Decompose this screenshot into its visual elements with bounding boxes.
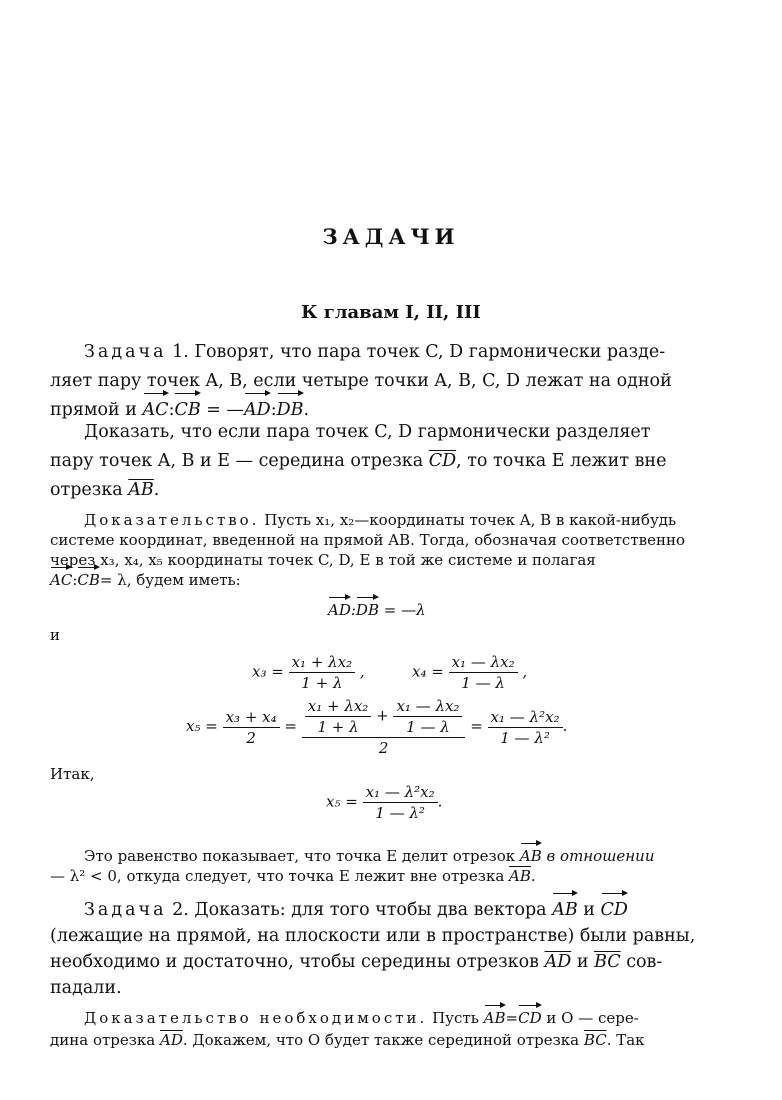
segment-ab-2: $\overline{AB}$: [509, 867, 531, 885]
x5-first-numerator: x₃ + x₄: [223, 707, 280, 728]
problem2-line1: [50, 896, 728, 925]
proof1-line4: AC:CB= λ, будем иметь:: [50, 571, 241, 589]
conclusion-text2: — λ² < 0, откуда следует, что точка E лежит вне отрезка: [50, 867, 505, 885]
problem2-label: Задача: [84, 900, 167, 920]
problem1-line1: [50, 338, 728, 367]
problem1-line4: [50, 418, 728, 447]
section-subtitle: К главам I, II, III: [301, 302, 481, 323]
vector-cd-2: CD: [518, 1009, 542, 1027]
equation-rhs: = —λ: [383, 601, 426, 619]
vector-cb: CB: [174, 396, 200, 425]
problem2-number: 2.: [172, 900, 189, 920]
problem1-line2: ляет пару точек A, B, если четыре точки A, B, C, D лежат на одной: [50, 371, 672, 391]
problem1-label: Задача: [84, 342, 167, 362]
problem2-text3b: сов-: [626, 952, 663, 972]
x3-numerator: x₁ + λx₂: [289, 652, 356, 673]
x5-result-numerator: x₁ — λ²x₂: [488, 707, 563, 728]
x5-inner-num-1: x₁ + λx₂: [305, 696, 372, 717]
proof2-label: Доказательство необходимости.: [84, 1009, 428, 1027]
problem1-text1: Говорят, что пара точек C, D гармонически разде-: [194, 342, 666, 362]
conclusion-text1b: в отношении: [546, 847, 655, 865]
x5-inner-den-1: 1 + λ: [317, 718, 359, 736]
proof2-text1b: и O — сере-: [546, 1009, 639, 1027]
problem1-eq-sign: = —: [206, 400, 245, 420]
problem1-line5: [50, 447, 728, 476]
final-denominator: 1 — λ²: [375, 804, 425, 822]
x4-lhs: x₄ =: [412, 662, 444, 681]
segment-bc-2: $\overline{BC}$: [583, 1031, 607, 1049]
proof2-line2: [50, 1030, 728, 1050]
vector-cb-2: CB: [77, 571, 100, 589]
segment-ad: $\overline{AD}$: [544, 952, 572, 972]
x5-inner-den-2: 1 — λ: [406, 718, 450, 736]
proof2-line1: Доказательство необходимости. Пусть AB=CD и O — сере-: [84, 1009, 639, 1027]
x5-compound-denominator: 2: [378, 739, 389, 757]
proof1-conclusion-line1: [50, 846, 728, 866]
segment-ab: $\overline{AB}$: [128, 480, 154, 500]
conclusion-text1: Это равенство показывает, что точка E делит отрезок: [84, 847, 516, 865]
proof1-line1: [50, 510, 728, 530]
x5-first-denominator: 2: [246, 728, 256, 747]
x4-denominator: 1 — λ: [461, 674, 505, 692]
equation-x4: x₄ = $\frac{\text{x₁ — λx₂}}{1 — \lambda}$ ,: [412, 653, 528, 692]
proof2-text2: дина отрезка: [50, 1031, 156, 1049]
x5-inner-fraction-1: [305, 696, 372, 737]
x5-first-fraction: [223, 707, 280, 748]
problem2-text1: Доказать: для того чтобы два вектора: [194, 900, 547, 920]
vector-ab-2: AB: [552, 896, 578, 925]
problem1-line3: прямой и AC:CB = —AD:DB.: [50, 396, 728, 425]
x5-compound-fraction: [302, 696, 466, 758]
segment-cd: $\overline{CD}$: [428, 451, 457, 471]
problem1-number: 1.: [172, 342, 189, 362]
proof1-line3: через x₃, x₄, x₅ координаты точек C, D, E в той же системе и полагая: [50, 551, 596, 569]
x5-result-denominator: 1 — λ²: [500, 728, 550, 747]
x5-lhs: x₅ =: [186, 717, 218, 735]
x5-inner-num-2: x₁ — λx₂: [393, 696, 462, 717]
vector-cd: CD: [601, 896, 628, 925]
x5-result-fraction: [488, 707, 563, 748]
problem2-and: и: [583, 900, 595, 920]
equation-final: x₅ = $\frac{\text{x₁ — λ²x₂}}{\text{1 — λ²}}$ .: [326, 783, 443, 822]
x4-fraction: [449, 652, 518, 693]
problem2-line4: падали.: [50, 978, 122, 998]
problem1-text5: пару точек A, B и E — середина отрезка: [50, 451, 424, 471]
proof1-line2: системе координат, введенной на прямой AB. Тогда, обозначая соответственно: [50, 531, 685, 549]
problem2-and-2: и: [576, 952, 589, 972]
equation-x5: x₅ = $\frac{\text{x₃ + x₄}}{2}$ = $\frac{\text{x₁ + λx₂}}{1 + \lambda}$ + $\frac{\text{x₁ — λx₂}}{1 — \lambda}$ 2 = $\frac{\text{x₁ — λ²x₂}}{\text{1 — λ²}}$ .: [186, 697, 568, 757]
vector-ac-2: AC: [50, 571, 73, 589]
problem2-text3: необходимо и достаточно, чтобы середины отрезков: [50, 952, 539, 972]
vector-ab-1: AB: [519, 847, 542, 865]
problem1-text5b: , то точка E лежит вне: [456, 451, 667, 471]
word-and: и: [50, 626, 60, 644]
proof1-label: Доказательство.: [84, 511, 260, 529]
page-title: ЗАДАЧИ: [322, 224, 460, 249]
proof1-text4: = λ, будем иметь:: [99, 571, 241, 589]
final-fraction: [363, 782, 438, 823]
proof2-text1: Пусть: [432, 1009, 479, 1027]
x3-lhs: x₃ =: [252, 662, 284, 681]
vector-db: DB: [277, 396, 304, 425]
proof2-text2b: . Докажем, что O будет также серединой отрезка: [182, 1031, 580, 1049]
vector-ac: AC: [143, 396, 169, 425]
vector-ad: AD: [244, 396, 271, 425]
problem1-line6: отрезка $\overline{AB}$.: [50, 480, 160, 500]
vector-ab-3: AB: [483, 1009, 506, 1027]
proof1-text1: Пусть x₁, x₂—координаты точек A, B в какой-нибудь: [264, 511, 677, 529]
problem1-text4: Доказать, что если пара точек C, D гармонически разделяет: [84, 422, 651, 442]
x3-denominator: 1 + λ: [301, 674, 343, 692]
word-itak: Итак,: [50, 765, 95, 783]
problem1-text6: отрезка: [50, 480, 123, 500]
segment-bc: $\overline{BC}$: [594, 952, 621, 972]
problem1-text3: прямой и: [50, 400, 137, 420]
proof2-text2c: . Так: [606, 1031, 645, 1049]
x5-inner-fraction-2: [393, 696, 462, 737]
segment-ad-2: $\overline{AD}$: [160, 1031, 183, 1049]
equation-x3: x₃ = $\frac{\text{x₁ + λx₂}}{1 + \lambda}$ ,: [252, 653, 365, 692]
final-numerator: x₁ — λ²x₂: [363, 782, 438, 803]
equation-ad-db: AD:DB = —λ: [328, 601, 426, 619]
x4-numerator: x₁ — λx₂: [449, 652, 518, 673]
final-lhs: x₅ =: [326, 792, 358, 811]
x5-compound-numerator: $\frac{\text{x₁ + λx₂}}{1 + \lambda}$ + $\frac{\text{x₁ — λx₂}}{1 — \lambda}$: [302, 696, 466, 738]
vector-ad-2: AD: [328, 601, 351, 619]
problem2-line2: (лежащие на прямой, на плоскости или в пространстве) были равны,: [50, 926, 696, 946]
x3-fraction: [289, 652, 356, 693]
problem2-line3: [50, 948, 728, 977]
proof1-conclusion-line2: — λ² < 0, откуда следует, что точка E лежит вне отрезка $\overline{AB}$.: [50, 867, 536, 885]
vector-db-2: DB: [355, 601, 379, 619]
